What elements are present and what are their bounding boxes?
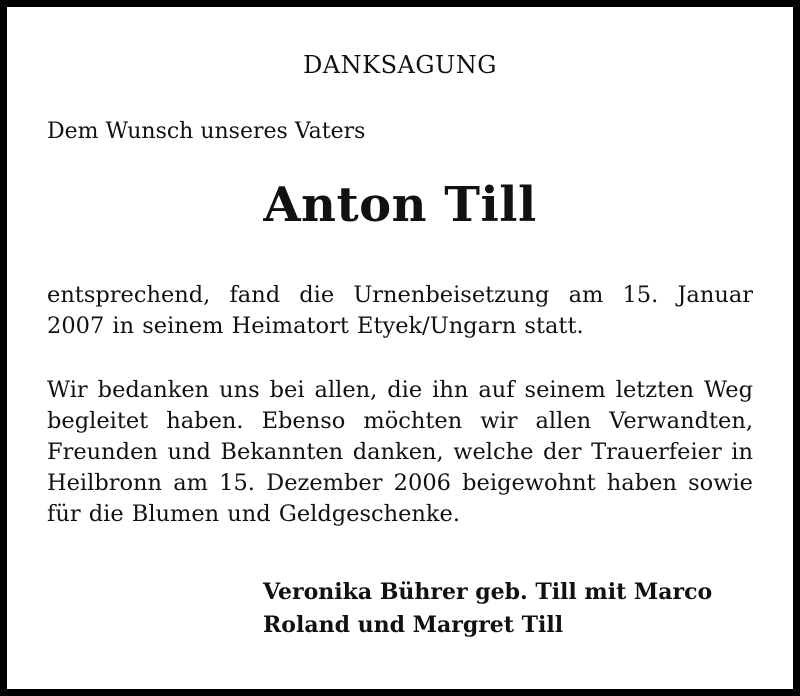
text-line: für die Blumen und Geldgeschenke. xyxy=(47,501,460,527)
text-line: Freunden und Bekannten danken, welche der Trauerfeier in xyxy=(47,439,753,465)
signature-line: Roland und Margret Till xyxy=(263,612,564,638)
notice-heading: DANKSAGUNG xyxy=(303,51,497,79)
text-line: entsprechend, fand die Urnenbeisetzung am 15. Januar xyxy=(47,282,753,308)
text-line: Heilbronn am 15. Dezember 2006 beigewohnt haben sowie xyxy=(47,470,753,496)
deceased-name: Anton Till xyxy=(263,177,537,233)
text-line: 2007 in seinem Heimatort Etyek/Ungarn statt. xyxy=(47,313,584,339)
thanks-paragraph xyxy=(47,375,753,530)
signature-block xyxy=(263,576,712,642)
intro-line: Dem Wunsch unseres Vaters xyxy=(47,119,366,144)
text-line: Wir bedanken uns bei allen, die ihn auf seinem letzten Weg xyxy=(47,377,753,403)
burial-paragraph xyxy=(47,280,753,342)
text-line: begleitet haben. Ebenso möchten wir allen Verwandten, xyxy=(47,408,753,434)
signature-line: Veronika Bührer geb. Till mit Marco xyxy=(263,579,713,605)
